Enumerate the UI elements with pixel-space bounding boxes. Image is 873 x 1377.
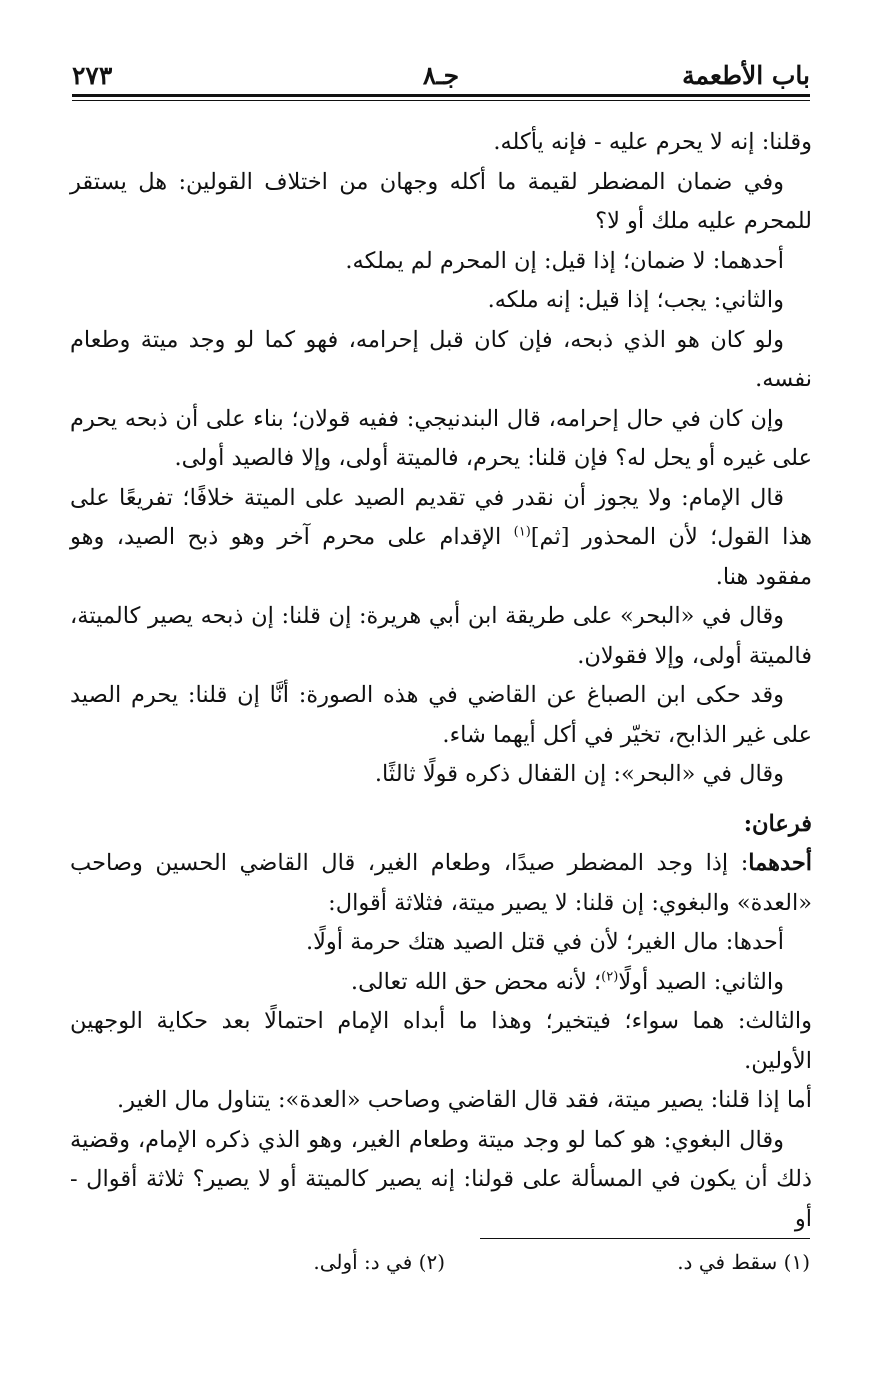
bold-lead: أحدهما bbox=[748, 850, 812, 876]
page-header bbox=[72, 50, 810, 90]
paragraph: وقال في «البحر» على طريقة ابن أبي هريرة: إن قلنا: إن ذبحه يصير كالميتة، فالميتة أولى، وإلا فقولان. bbox=[70, 603, 812, 669]
body-text bbox=[70, 123, 812, 1239]
paragraph: والثاني: يجب؛ إذا قيل: إنه ملكه. bbox=[487, 287, 784, 313]
page-number: ٢٧٣ bbox=[72, 61, 113, 90]
footnotes bbox=[72, 1245, 810, 1279]
paragraph bbox=[70, 479, 812, 598]
paragraph-text: والثاني: الصيد أولًا bbox=[618, 968, 784, 995]
paragraph bbox=[70, 963, 812, 1003]
paragraph: أما إذا قلنا: يصير ميتة، فقد قال القاضي وصاحب «العدة»: يتناول مال الغير. bbox=[117, 1087, 812, 1113]
paragraph: أحدها: مال الغير؛ لأن في قتل الصيد هتك حرمة أولًا. bbox=[305, 929, 784, 955]
section-heading: فرعان: bbox=[743, 810, 812, 837]
paragraph: والثالث: هما سواء؛ فيتخير؛ وهذا ما أبداه الإمام احتمالًا بعد حكاية الوجهين الأولين. bbox=[70, 1008, 812, 1074]
paragraph-text: : إذا وجد المضطر صيدًا، وطعام الغير، قال القاضي الحسين وصاحب «العدة» والبغوي: إن قلنا: لا يصير ميتة، فثلاثة أقوال: bbox=[70, 850, 812, 916]
paragraph: وفي ضمان المضطر لقيمة ما أكله وجهان من اختلاف القولين: هل يستقر للمحرم عليه ملك أو لا؟ bbox=[70, 168, 812, 234]
paragraph: وقال البغوي: هو كما لو وجد ميتة وطعام الغير، وهو الذي ذكره الإمام، وقضية ذلك أن يكون في المسألة على قولنا: إنه يصير كالميتة أو لا يصير؟ ثلاثة أقوال - أو bbox=[70, 1126, 812, 1232]
header-rule-thick bbox=[72, 94, 810, 97]
paragraph: وإن كان في حال إحرامه، قال البندنيجي: ففيه قولان؛ بناء على أن ذبحه يحرم على غيره أو يحل له؟ فإن قلنا: يحرم، فالميتة أولى، وإلا فالصيد أولى. bbox=[70, 405, 812, 471]
paragraph: وقال في «البحر»: إن القفال ذكره قولًا ثالثًا. bbox=[374, 761, 784, 787]
paragraph-text: ؛ لأنه محض حق الله تعالى. bbox=[350, 968, 602, 995]
paragraph-text: الإقدام على محرم آخر وهو ذبح الصيد، وهو مفقود هنا. bbox=[70, 524, 812, 590]
paragraph: ولو كان هو الذي ذبحه، فإن كان قبل إحرامه، فهو كما لو وجد ميتة وطعام نفسه. bbox=[70, 326, 812, 392]
footnote-1: (١) سقط في د. bbox=[677, 1250, 810, 1274]
paragraph bbox=[70, 844, 812, 923]
header-rule-thin bbox=[72, 100, 810, 101]
paragraph: أحدهما: لا ضمان؛ إذا قيل: إن المحرم لم يملكه. bbox=[345, 247, 784, 274]
footnote-2: (٢) في د: أولى. bbox=[313, 1250, 445, 1274]
paragraph-text: قال الإمام: ولا يجوز أن نقدر في تقديم الصيد على الميتة خلافًا؛ تفريعًا على هذا القول؛ لأن المحذور [ثم] bbox=[70, 484, 812, 550]
paragraph: وقد حكى ابن الصباغ عن القاضي في هذه الصورة: أنَّا إن قلنا: يحرم الصيد على غير الذابح، تخيّر في أكل أيهما شاء. bbox=[70, 682, 812, 748]
footnote-marker: (١) bbox=[513, 524, 531, 540]
chapter-title: باب الأطعمة bbox=[682, 61, 810, 90]
volume-label: جـ٨ bbox=[422, 61, 460, 90]
footnote-marker: (٢) bbox=[601, 969, 619, 984]
paragraph: وقلنا: إنه لا يحرم عليه - فإنه يأكله. bbox=[493, 129, 812, 155]
footnote-separator bbox=[480, 1238, 810, 1239]
